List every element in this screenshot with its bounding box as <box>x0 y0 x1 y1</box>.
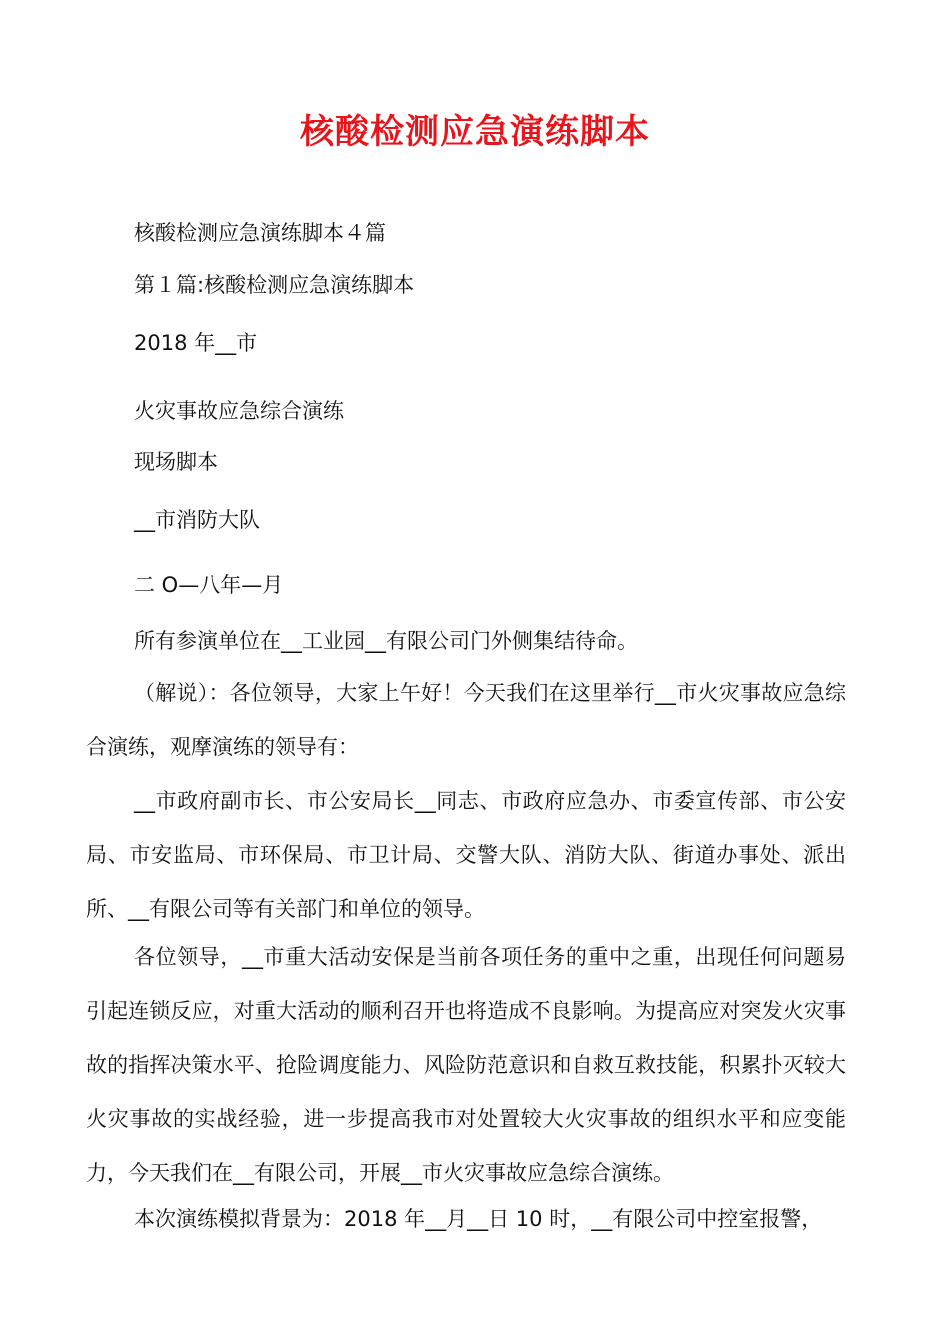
leaders-paragraph: __市政府副市长、市公安局长__同志、市政府应急办、市委宣传部、市公安局、市安监局、市环保局、市卫计局、交警大队、消防大队、街道办事处、派出所、__有限公司等有关部门和单位的领导。 <box>86 789 846 921</box>
script-label-line: 现场脚本 <box>134 450 218 474</box>
assembly-line: 所有参演单位在__工业园__有限公司门外侧集结待命。 <box>134 629 638 653</box>
subtitle-line: 核酸检测应急演练脚本４篇 <box>134 221 386 245</box>
background-paragraph: 各位领导，__市重大活动安保是当前各项任务的重中之重，出现任何问题易引起连锁反应，对重大活动的顺利召开也将造成不良影响。为提高应对突发火灾事故的指挥决策水平、抢险调度能力、风险防范意识和自救互救技能，积累扑灭较大火灾事故的实战经验，进一步提高我市对处置较大火灾事故的组织水平和应变能力，今天我们在__有限公司，开展__市火灾事故应急综合演练。 <box>86 945 846 1185</box>
year-city-line: 2018 年__市 <box>134 331 258 355</box>
date-line: 二 O—八年—月 <box>134 573 284 597</box>
document-title: 核酸检测应急演练脚本 <box>300 112 650 152</box>
drill-name-line: 火灾事故应急综合演练 <box>134 399 344 423</box>
fire-brigade-line: __市消防大队 <box>134 508 260 532</box>
narration-paragraph: （解说）：各位领导，大家上午好！今天我们在这里举行__市火灾事故应急综合演练，观摩演练的领导有： <box>86 681 846 759</box>
scenario-paragraph: 本次演练模拟背景为：2018 年__月__日 10 时，__有限公司中控室报警， <box>134 1207 823 1231</box>
chapter-heading: 第１篇:核酸检测应急演练脚本 <box>134 273 415 297</box>
